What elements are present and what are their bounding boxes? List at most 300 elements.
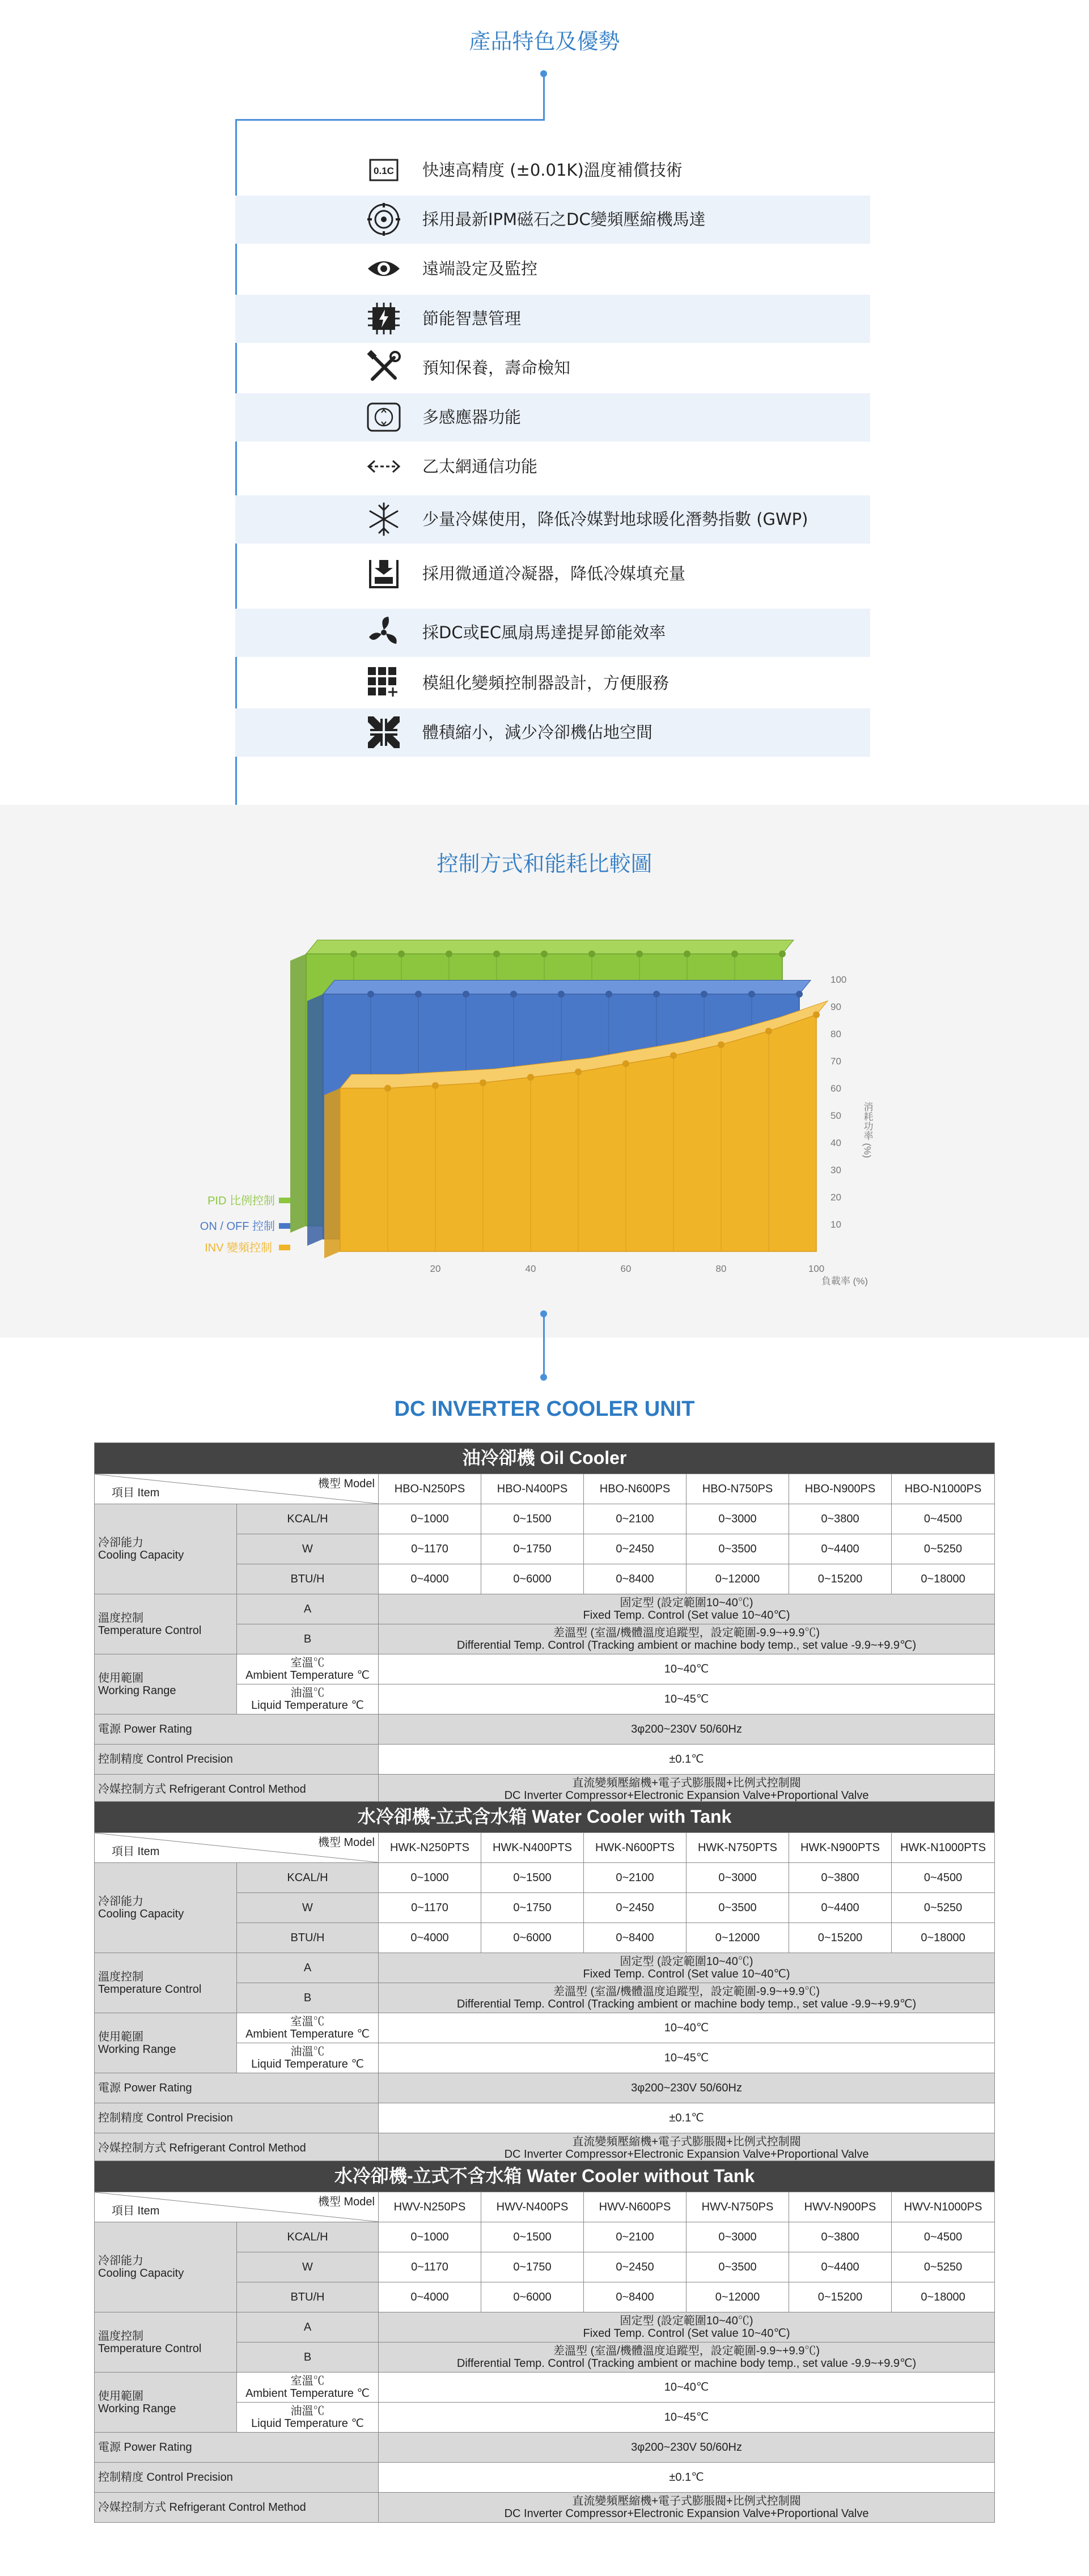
refrigerant-value	[379, 2493, 995, 2523]
legend-label: PID 比例控制	[207, 1195, 275, 1207]
cell-text: 差溫型 (室溫/機體溫度追蹤型，設定範圍-9.9~+9.9℃)	[553, 1985, 820, 1998]
data-point	[622, 1060, 629, 1067]
capacity-value: 0~2450	[584, 1534, 687, 1564]
capacity-value: 0~3000	[687, 1504, 789, 1534]
cell-text: Temperature Control	[98, 1983, 202, 1996]
y-axis-label: 消耗功率 (%)	[862, 1102, 873, 1158]
row-label-working-range	[95, 2013, 237, 2073]
capacity-value: 0~12000	[687, 1564, 789, 1594]
mode-b-label: B	[237, 2342, 379, 2373]
y-tick-label: 100	[830, 974, 847, 985]
row-label-refrigerant: 冷媒控制方式 Refrigerant Control Method	[95, 2133, 379, 2163]
cell-text: 差溫型 (室溫/機體溫度追蹤型，設定範圍-9.9~+9.9℃)	[553, 1627, 820, 1639]
model-name: HWK-N900PTS	[789, 1833, 892, 1863]
model-name: HWV-N750PS	[687, 2192, 789, 2222]
cell-text: 使用範圍	[98, 1671, 143, 1684]
power-value: 3φ200~230V 50/60Hz	[379, 1714, 995, 1745]
feature-row	[235, 708, 870, 757]
cell-text: Differential Temp. Control (Tracking ambient or machine body temp., set value -9.9~+9.9℃)	[456, 1639, 917, 1652]
cell-text: DC Inverter Compressor+Electronic Expansion Valve+Proportional Valve	[504, 2507, 869, 2520]
liquid-label	[237, 2043, 379, 2073]
unit-label: W	[237, 1893, 379, 1923]
feature-text: 多感應器功能	[422, 408, 522, 427]
model-name: HBO-N1000PS	[892, 1474, 995, 1504]
data-point	[463, 991, 469, 998]
feature-row	[235, 550, 870, 598]
feature-row	[235, 609, 870, 657]
connector-line	[543, 74, 545, 119]
feature-text: 預知保養，壽命檢知	[422, 358, 571, 377]
unit-label: BTU/H	[237, 1564, 379, 1594]
feature-text: 快速高精度 (±0.01K)溫度補償技術	[422, 160, 683, 180]
row-label-temperature	[95, 2312, 237, 2373]
cell-text: Temperature Control	[98, 2342, 202, 2355]
cell-text: Ambient Temperature ℃	[245, 1669, 370, 1682]
capacity-value: 0~4000	[379, 2282, 481, 2312]
capacity-value: 0~1750	[481, 1893, 584, 1923]
capacity-value: 0~4000	[379, 1923, 481, 1953]
precision-value: ±0.1℃	[379, 1745, 995, 1775]
cell-text: Liquid Temperature ℃	[251, 2058, 364, 2070]
unit-label: KCAL/H	[237, 1504, 379, 1534]
ambient-value: 10~40℃	[379, 1654, 995, 1684]
series-top-surface	[306, 940, 794, 954]
cell-text: DC Inverter Compressor+Electronic Expansion Valve+Proportional Valve	[504, 1789, 869, 1802]
data-point	[384, 1085, 391, 1092]
data-point	[765, 1028, 772, 1034]
x-axis-label: 負載率 (%)	[821, 1276, 868, 1287]
fan-icon	[366, 614, 402, 651]
mode-a-value	[379, 2312, 995, 2342]
connector-dot	[540, 1374, 547, 1381]
capacity-value: 0~8400	[584, 1564, 687, 1594]
x-tick-label: 100	[808, 1263, 825, 1274]
data-point	[718, 1041, 724, 1048]
capacity-value: 0~15200	[789, 2282, 892, 2312]
row-label-working-range	[95, 2373, 237, 2433]
mode-b-value	[379, 1624, 995, 1654]
spec-table	[94, 1442, 995, 1805]
model-name: HBO-N600PS	[584, 1474, 687, 1504]
capacity-value: 0~3500	[687, 1893, 789, 1923]
feature-text: 遠端設定及監控	[422, 259, 538, 278]
row-label-precision: 控制精度 Control Precision	[95, 2463, 379, 2493]
mode-b-value	[379, 1983, 995, 2013]
model-name: HWK-N750PTS	[687, 1833, 789, 1863]
capacity-value: 0~5250	[892, 2252, 995, 2282]
model-name: HWK-N600PTS	[584, 1833, 687, 1863]
cell-text: 室溫℃	[290, 1657, 325, 1669]
cell-text: 直流變頻壓縮機+電子式膨脹閥+比例式控制閥	[572, 2495, 801, 2507]
data-point	[527, 1074, 534, 1081]
header-item-label: 項目 Item	[112, 2205, 160, 2217]
row-label-temperature	[95, 1594, 237, 1654]
cell-text: 冷卻能力	[98, 2255, 143, 2267]
features-title: 產品特色及優勢	[469, 29, 620, 54]
data-point	[670, 1052, 677, 1059]
data-point	[415, 991, 422, 998]
data-point	[493, 950, 500, 957]
capacity-value: 0~5250	[892, 1893, 995, 1923]
capacity-value: 0~5250	[892, 1534, 995, 1564]
ambient-label	[237, 2373, 379, 2403]
capacity-value: 0~1750	[481, 2252, 584, 2282]
capacity-value: 0~4400	[789, 2252, 892, 2282]
capacity-value: 0~1500	[481, 1863, 584, 1893]
mode-b-label: B	[237, 1983, 379, 2013]
ambient-value: 10~40℃	[379, 2013, 995, 2043]
table-title: 油冷卻機 Oil Cooler	[95, 1443, 995, 1474]
capacity-value: 0~12000	[687, 2282, 789, 2312]
sensor-icon	[366, 399, 402, 435]
capacity-value: 0~1500	[481, 1504, 584, 1534]
capacity-value: 0~8400	[584, 1923, 687, 1953]
series-side	[290, 954, 306, 1233]
cell-text: 使用範圍	[98, 2390, 143, 2403]
data-point	[748, 991, 755, 998]
connector-line	[543, 1314, 545, 1377]
data-point	[813, 1011, 820, 1018]
capacity-value: 0~1000	[379, 2222, 481, 2252]
capacity-value: 0~1000	[379, 1504, 481, 1534]
refrigerant-value	[379, 1775, 995, 1805]
cell-text: Differential Temp. Control (Tracking ambient or machine body temp., set value -9.9~+9.9℃)	[456, 1998, 917, 2010]
row-label-cooling	[95, 1504, 237, 1594]
data-point	[796, 991, 803, 998]
capacity-value: 0~6000	[481, 1564, 584, 1594]
capacity-value: 0~4500	[892, 1504, 995, 1534]
feature-text: 少量冷媒使用，降低冷媒對地球暖化潛勢指數 (GWP)	[422, 510, 808, 529]
capacity-value: 0~6000	[481, 1923, 584, 1953]
connector-dot	[540, 1310, 547, 1317]
capacity-value: 0~2450	[584, 1893, 687, 1923]
legend-label: ON / OFF 控制	[200, 1220, 275, 1233]
data-point	[432, 1082, 439, 1089]
ambient-value: 10~40℃	[379, 2373, 995, 2403]
liquid-label	[237, 1684, 379, 1714]
feature-row	[235, 443, 870, 491]
cell-text: Fixed Temp. Control (Set value 10~40℃)	[583, 2327, 790, 2340]
y-tick-label: 10	[830, 1219, 841, 1230]
data-point	[636, 950, 643, 957]
connector-line	[235, 119, 545, 121]
feature-text: 採DC或EC風扇馬達提昇節能效率	[422, 623, 666, 642]
temperature-0-1c-icon	[366, 152, 402, 188]
header-corner	[95, 1833, 379, 1863]
cell-text: 直流變頻壓縮機+電子式膨脹閥+比例式控制閥	[572, 1777, 801, 1789]
data-point	[541, 950, 548, 957]
header-corner	[95, 1474, 379, 1504]
power-chip-icon	[366, 300, 402, 337]
cell-text: 油溫℃	[290, 2045, 325, 2058]
capacity-value: 0~3500	[687, 2252, 789, 2282]
mode-a-label: A	[237, 1594, 379, 1624]
data-point	[575, 1068, 582, 1075]
feature-text: 採用最新IPM磁石之DC變頻壓縮機馬達	[422, 210, 706, 229]
x-tick-label: 60	[620, 1263, 632, 1274]
row-label-refrigerant: 冷媒控制方式 Refrigerant Control Method	[95, 2493, 379, 2523]
cell-text: 直流變頻壓縮機+電子式膨脹閥+比例式控制閥	[572, 2136, 801, 2148]
row-label-temperature	[95, 1953, 237, 2013]
data-point	[731, 950, 738, 957]
model-name: HWK-N250PTS	[379, 1833, 481, 1863]
capacity-value: 0~3800	[789, 2222, 892, 2252]
cell-text: 溫度控制	[98, 1611, 143, 1624]
legend-label: INV 變頻控制	[205, 1242, 272, 1254]
legend-swatch	[279, 1245, 290, 1250]
data-point	[367, 991, 374, 998]
capacity-value: 0~4500	[892, 2222, 995, 2252]
spec-title: DC INVERTER COOLER UNIT	[394, 1397, 695, 1421]
cell-text: 固定型 (設定範圍10~40℃)	[620, 2315, 753, 2327]
precision-value: ±0.1℃	[379, 2463, 995, 2493]
capacity-value: 0~4500	[892, 1863, 995, 1893]
mode-a-value	[379, 1594, 995, 1624]
cell-text: 室溫℃	[290, 2015, 325, 2028]
spec-table	[94, 2161, 995, 2523]
capacity-value: 0~2450	[584, 2252, 687, 2282]
model-name: HWV-N600PS	[584, 2192, 687, 2222]
cell-text: 溫度控制	[98, 2329, 143, 2342]
capacity-value: 0~18000	[892, 1923, 995, 1953]
svg-text:0.1C: 0.1C	[374, 165, 394, 176]
model-name: HWK-N400PTS	[481, 1833, 584, 1863]
data-point	[446, 950, 452, 957]
row-label-power: 電源 Power Rating	[95, 1714, 379, 1745]
cell-text: 冷卻能力	[98, 1895, 143, 1908]
x-tick-label: 40	[525, 1263, 536, 1274]
feature-text: 乙太網通信功能	[422, 457, 538, 476]
liquid-value: 10~45℃	[379, 2403, 995, 2433]
table-title: 水冷卻機-立式含水箱 Water Cooler with Tank	[95, 1802, 995, 1833]
cell-text: Fixed Temp. Control (Set value 10~40℃)	[583, 1609, 790, 1622]
capacity-value: 0~1170	[379, 1893, 481, 1923]
refrigerant-value	[379, 2133, 995, 2163]
cell-text: 油溫℃	[290, 2405, 325, 2417]
cell-text: Differential Temp. Control (Tracking ambient or machine body temp., set value -9.9~+9.9℃)	[456, 2357, 917, 2370]
mode-a-label: A	[237, 2312, 379, 2342]
row-label-precision: 控制精度 Control Precision	[95, 2103, 379, 2133]
capacity-value: 0~4000	[379, 1564, 481, 1594]
model-name: HWV-N400PS	[481, 2192, 584, 2222]
capacity-value: 0~3500	[687, 1534, 789, 1564]
y-tick-label: 20	[830, 1192, 841, 1203]
capacity-value: 0~1170	[379, 1534, 481, 1564]
tools-icon	[366, 350, 402, 386]
data-point	[779, 950, 786, 957]
model-name: HBO-N750PS	[687, 1474, 789, 1504]
y-tick-label: 90	[830, 1001, 841, 1012]
data-point	[684, 950, 690, 957]
feature-row	[235, 659, 870, 707]
capacity-value: 0~6000	[481, 2282, 584, 2312]
row-label-cooling	[95, 1863, 237, 1953]
capacity-value: 0~2100	[584, 1504, 687, 1534]
cell-text: Fixed Temp. Control (Set value 10~40℃)	[583, 1968, 790, 1980]
feature-text: 體積縮小，減少冷卻機佔地空間	[422, 723, 653, 742]
capacity-value: 0~3800	[789, 1863, 892, 1893]
capacity-value: 0~3000	[687, 2222, 789, 2252]
header-model-label: 機型 Model	[317, 1478, 375, 1490]
y-tick-label: 60	[830, 1083, 841, 1094]
cell-text: 差溫型 (室溫/機體溫度追蹤型，設定範圍-9.9~+9.9℃)	[553, 2345, 820, 2357]
eye-icon	[366, 251, 402, 287]
model-name: HBO-N250PS	[379, 1474, 481, 1504]
row-label-refrigerant: 冷媒控制方式 Refrigerant Control Method	[95, 1775, 379, 1805]
row-label-cooling	[95, 2222, 237, 2312]
cell-text: Working Range	[98, 2043, 176, 2056]
data-point	[350, 950, 357, 957]
data-point	[701, 991, 707, 998]
header-item-label: 項目 Item	[112, 1487, 160, 1499]
cell-text: Working Range	[98, 2402, 176, 2415]
shrink-arrows-icon	[366, 714, 402, 750]
capacity-value: 0~1500	[481, 2222, 584, 2252]
series-side	[307, 994, 323, 1246]
data-point	[480, 1079, 486, 1086]
x-tick-label: 80	[715, 1263, 727, 1274]
model-name: HBO-N400PS	[481, 1474, 584, 1504]
model-name: HWV-N900PS	[789, 2192, 892, 2222]
feature-row	[235, 495, 870, 544]
capacity-value: 0~3000	[687, 1863, 789, 1893]
capacity-value: 0~4400	[789, 1534, 892, 1564]
feature-row	[235, 344, 870, 392]
unit-label: W	[237, 2252, 379, 2282]
cell-text: Working Range	[98, 1684, 176, 1697]
power-value: 3φ200~230V 50/60Hz	[379, 2073, 995, 2103]
capacity-value: 0~15200	[789, 1923, 892, 1953]
data-point	[588, 950, 595, 957]
cell-text: Cooling Capacity	[98, 1908, 184, 1920]
capacity-value: 0~18000	[892, 1564, 995, 1594]
ethernet-arrows-icon	[366, 448, 402, 485]
unit-label: KCAL/H	[237, 2222, 379, 2252]
model-name: HWK-N1000PTS	[892, 1833, 995, 1863]
cell-text: 室溫℃	[290, 2375, 325, 2387]
unit-label: KCAL/H	[237, 1863, 379, 1893]
feature-row	[235, 146, 870, 194]
energy-chart	[0, 884, 1089, 1292]
capacity-value: 0~4400	[789, 1893, 892, 1923]
legend-swatch	[279, 1198, 290, 1203]
model-name: HWV-N250PS	[379, 2192, 481, 2222]
data-point	[398, 950, 405, 957]
cell-text: DC Inverter Compressor+Electronic Expansion Valve+Proportional Valve	[504, 2148, 869, 2161]
header-model-label: 機型 Model	[317, 2196, 375, 2208]
power-value: 3φ200~230V 50/60Hz	[379, 2433, 995, 2463]
liquid-value: 10~45℃	[379, 2043, 995, 2073]
capacity-value: 0~2100	[584, 1863, 687, 1893]
mode-b-label: B	[237, 1624, 379, 1654]
cell-text: Liquid Temperature ℃	[251, 2417, 364, 2430]
condenser-icon	[366, 555, 402, 592]
feature-row	[235, 295, 870, 343]
cell-text: 油溫℃	[290, 1687, 325, 1699]
y-tick-label: 30	[830, 1165, 841, 1175]
mode-a-label: A	[237, 1953, 379, 1983]
data-point	[558, 991, 565, 998]
y-tick-label: 70	[830, 1056, 841, 1067]
capacity-value: 0~1000	[379, 1863, 481, 1893]
feature-text: 節能智慧管理	[422, 309, 522, 328]
y-tick-label: 80	[830, 1029, 841, 1039]
mode-b-value	[379, 2342, 995, 2373]
header-model-label: 機型 Model	[317, 1836, 375, 1849]
spec-table	[94, 1801, 995, 2163]
cell-text: 冷卻能力	[98, 1537, 143, 1549]
connector-dot	[540, 70, 547, 77]
cell-text: Ambient Temperature ℃	[245, 2387, 370, 2400]
unit-label: BTU/H	[237, 2282, 379, 2312]
capacity-value: 0~18000	[892, 2282, 995, 2312]
cell-text: Ambient Temperature ℃	[245, 2028, 370, 2040]
cell-text: Liquid Temperature ℃	[251, 1699, 364, 1712]
snowflake-icon	[366, 501, 402, 537]
series-side	[324, 1088, 340, 1258]
legend-swatch	[279, 1223, 290, 1229]
precision-value: ±0.1℃	[379, 2103, 995, 2133]
row-label-power: 電源 Power Rating	[95, 2073, 379, 2103]
y-tick-label: 40	[830, 1138, 841, 1148]
cell-text: 使用範圍	[98, 2030, 143, 2043]
row-label-precision: 控制精度 Control Precision	[95, 1745, 379, 1775]
feature-row	[235, 245, 870, 293]
feature-row	[235, 196, 870, 244]
data-point	[510, 991, 517, 998]
x-tick-label: 20	[430, 1263, 441, 1274]
capacity-value: 0~3800	[789, 1504, 892, 1534]
cell-text: 固定型 (設定範圍10~40℃)	[620, 1955, 753, 1968]
modular-grid-icon	[366, 665, 402, 701]
model-name: HWV-N1000PS	[892, 2192, 995, 2222]
feature-text: 模組化變頻控制器設計，方便服務	[422, 673, 669, 693]
cell-text: 溫度控制	[98, 1970, 143, 1983]
table-title: 水冷卻機-立式不含水箱 Water Cooler without Tank	[95, 2161, 995, 2192]
cell-text: 固定型 (設定範圍10~40℃)	[620, 1597, 753, 1609]
capacity-value: 0~8400	[584, 2282, 687, 2312]
data-point	[605, 991, 612, 998]
capacity-value: 0~1750	[481, 1534, 584, 1564]
cell-text: Temperature Control	[98, 1624, 202, 1637]
capacity-value: 0~12000	[687, 1923, 789, 1953]
y-tick-label: 50	[830, 1110, 841, 1121]
model-name: HBO-N900PS	[789, 1474, 892, 1504]
ambient-label	[237, 2013, 379, 2043]
liquid-label	[237, 2403, 379, 2433]
chart-title: 控制方式和能耗比較圖	[437, 851, 652, 876]
feature-row	[235, 393, 870, 442]
capacity-value: 0~1170	[379, 2252, 481, 2282]
row-label-power: 電源 Power Rating	[95, 2433, 379, 2463]
header-item-label: 項目 Item	[112, 1845, 160, 1858]
series-top-surface	[323, 981, 811, 995]
ambient-label	[237, 1654, 379, 1684]
data-point	[653, 991, 660, 998]
capacity-value: 0~15200	[789, 1564, 892, 1594]
row-label-working-range	[95, 1654, 237, 1714]
capacity-value: 0~2100	[584, 2222, 687, 2252]
header-corner	[95, 2192, 379, 2222]
cell-text: Cooling Capacity	[98, 2267, 184, 2280]
feature-text: 採用微通道冷凝器，降低冷媒填充量	[422, 564, 686, 583]
liquid-value: 10~45℃	[379, 1684, 995, 1714]
mode-a-value	[379, 1953, 995, 1983]
cell-text: Cooling Capacity	[98, 1549, 184, 1561]
unit-label: BTU/H	[237, 1923, 379, 1953]
compressor-icon	[366, 201, 402, 237]
unit-label: W	[237, 1534, 379, 1564]
